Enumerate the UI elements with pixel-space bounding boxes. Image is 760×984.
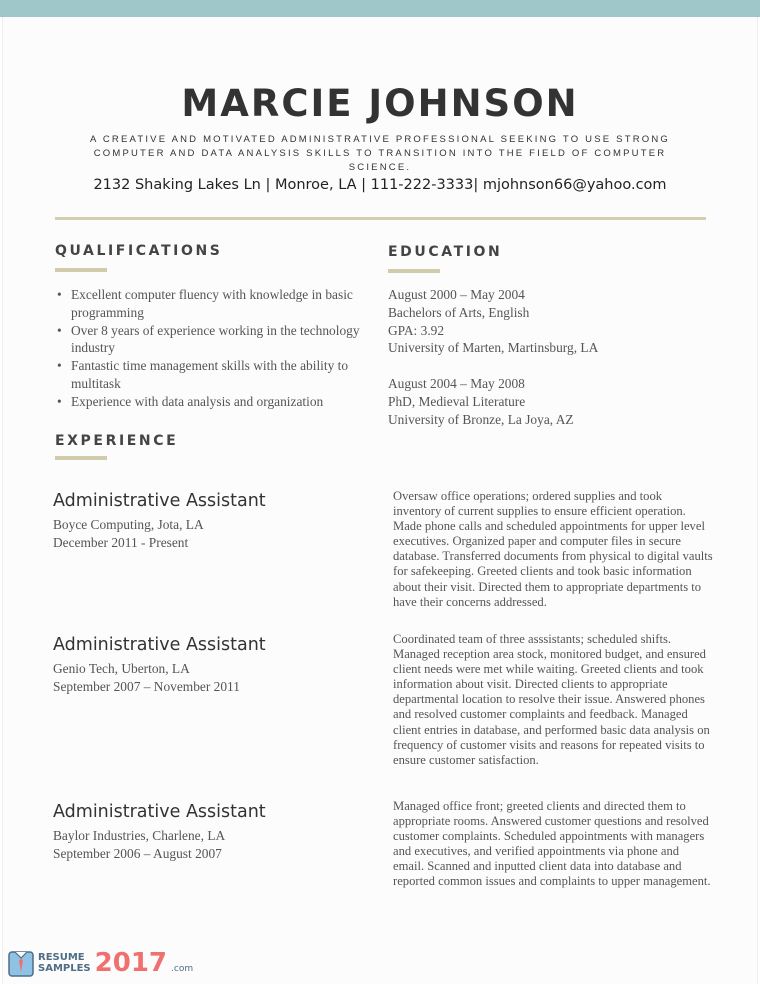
job-title: Administrative Assistant	[53, 635, 266, 655]
top-accent-bar	[0, 0, 760, 17]
job-dates: September 2006 – August 2007	[53, 845, 222, 861]
education-heading: EDUCATION	[388, 244, 503, 260]
job-description: Managed office front; greeted clients and directed them to appropriate rooms. Answered customer questions and resolved customer complaints. Scheduled appointments with managers and executives, and verified appointments via phone and email. Scanned and inputted client data into database and reported common issues and complaints to upper management.	[393, 799, 711, 889]
edu-school: University of Bronze, La Joya, AZ	[388, 411, 574, 427]
job-company: Boyce Computing, Jota, LA	[53, 517, 204, 532]
list-item: • Over 8 years of experience working in the technology industry	[55, 322, 370, 358]
edu-school: University of Marten, Martinsburg, LA	[388, 340, 599, 356]
edu-degree: Bachelors of Arts, English	[388, 304, 530, 320]
tagline: A CREATIVE AND MOTIVATED ADMINISTRATIVE PROFESSIONAL SEEKING TO USE STRONG COMPUTER AND DATA ANALYSIS SKILLS TO TRANSITION INTO THE FIELD OF COMPUTER SCIENCE.	[90, 134, 670, 173]
job-dates: December 2011 - Present	[53, 534, 189, 550]
job-description: Oversaw office operations; ordered supplies and took inventory of current supplies to ensure efficient operation. Made phone calls and scheduled appointments for upper level executives. Organized paper and computer files in secure database. Transferred documents from physical to digital vaults for safekeeping. Greeted clients and took basic information about their visit. Directed them to appropriate departments to have their concerns addressed.	[393, 489, 713, 609]
job-dates: September 2007 – November 2011	[53, 678, 240, 694]
job-company: Baylor Industries, Charlene, LA	[53, 828, 226, 843]
job-header	[53, 635, 373, 696]
education-entry	[388, 375, 708, 428]
heading-underline	[55, 268, 107, 272]
contact-info: 2132 Shaking Lakes Ln | Monroe, LA | 111-222-3333| mjohnson66@yahoo.com	[93, 177, 667, 193]
list-item: • Experience with data analysis and organization	[55, 393, 370, 411]
logo-suffix: .com	[171, 964, 194, 974]
job-description: Coordinated team of three asssistants; scheduled shifts. Managed reception area stock, monitored budget, and ensured client needs were met while waiting. Greeted clients and took information about visit. Directed clients to appropriate departmental location to resolve their issue. Answered phones and resolved customer complaints and feedback. Managed client entries in database, and performed basic data analysis on frequency of customer visits and reasons for repeated visits to ensure customer satisfaction.	[393, 632, 710, 767]
qualifications-heading: QUALIFICATIONS	[55, 243, 223, 259]
edu-dates: August 2004 – May 2008	[388, 376, 525, 391]
qualifications-list	[55, 286, 370, 411]
logo-text: RESUME	[38, 952, 85, 963]
heading-underline	[388, 269, 440, 273]
logo-text: SAMPLES	[38, 963, 91, 974]
job-title: Administrative Assistant	[53, 491, 266, 511]
list-item: • Fantastic time management skills with the ability to multitask	[55, 357, 370, 393]
edu-gpa: GPA: 3.92	[388, 322, 445, 338]
job-header	[53, 802, 373, 863]
shirt-tie-icon	[8, 948, 34, 978]
education-entry	[388, 286, 708, 357]
experience-heading: EXPERIENCE	[55, 433, 179, 449]
list-item: • Excellent computer fluency with knowledge in basic programming	[55, 286, 370, 322]
edu-degree: PhD, Medieval Literature	[388, 393, 526, 409]
candidate-name: MARCIE JOHNSON	[181, 82, 579, 125]
job-company: Genio Tech, Uberton, LA	[53, 661, 190, 676]
logo-year: 2017	[94, 948, 168, 978]
job-header	[53, 491, 373, 552]
divider	[55, 217, 706, 220]
job-title: Administrative Assistant	[53, 802, 266, 822]
heading-underline	[55, 456, 107, 460]
resume-samples-logo	[8, 948, 193, 978]
edu-dates: August 2000 – May 2004	[388, 287, 525, 302]
